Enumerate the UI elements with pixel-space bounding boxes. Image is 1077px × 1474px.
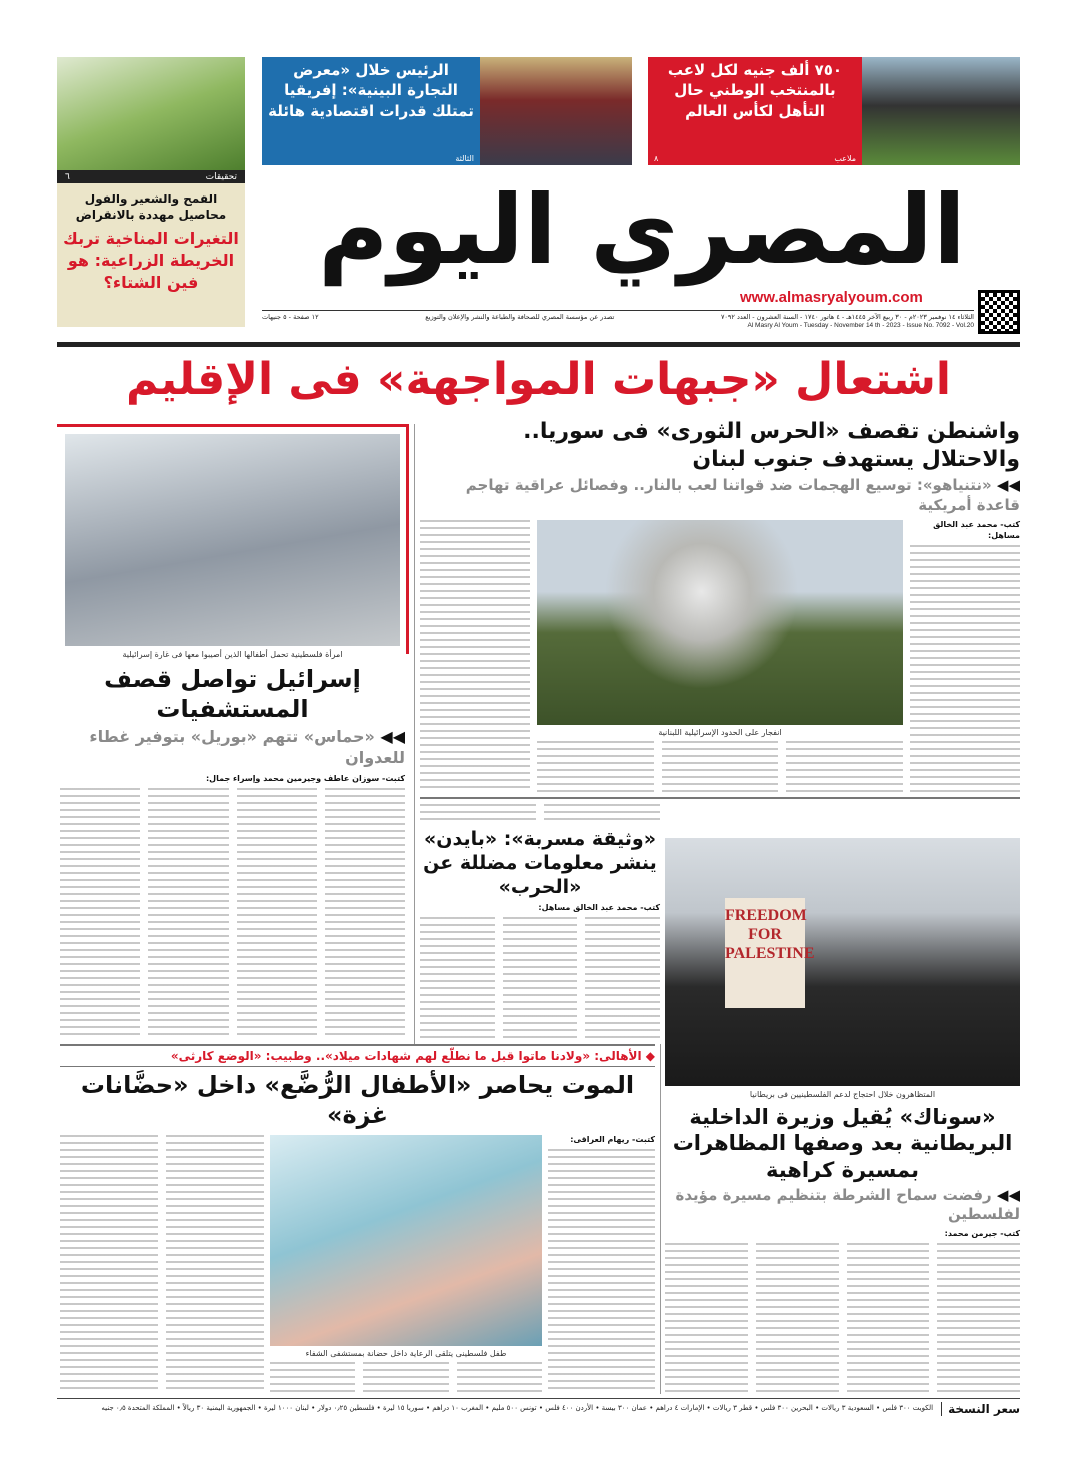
page-number: ٨ [654,154,659,163]
price-pages: ١٢ صفحة - ٥ جنيهات [262,313,319,321]
subheadline-text: رفضت سماح الشرطة بتنظيم مسيرة مؤيدة لفلسطين [675,1185,1020,1224]
article-body [548,1149,655,1392]
lebanon-story [420,418,1020,792]
byline: كتب- جيرمن محمد: [944,1228,1020,1238]
hospitals-story [60,434,405,1040]
price-list: الكويت ٣٠٠ فلس • السعودية ٣ ريالات • البحرين ٣٠٠ فلس • قطر ٣ ريالات • الإمارات ٤ دراهم • عمان ٣٠٠ بيسة • الأردن ٤٠٠ فلس • تونس ٥٠٠ مليم • المغرب ١٠ دراهم • سوريا ١٥ ليرة • فلسطين ٠٫٢٥ دولار • لبنان ١٠٠٠ ليرة • الجمهورية اليمنية ٣٠ ريالاً • المملكة المتحدة ٠٫٥ جنيه [101,1404,934,1413]
explosion-photo [537,520,903,725]
kicker-text: الأهالى: «ولادنا ماتوا قبل ما نطلّع لهم شهادات ميلاد».. وطبيب: «الوضع كارثى» [170,1049,642,1063]
price-label: سعر النسخة [941,1402,1020,1416]
trade-teaser[interactable] [262,57,632,165]
article-body-columns [665,1243,1020,1392]
website-url[interactable]: www.almasryalyoum.com [740,289,923,306]
biden-headline[interactable]: «وثيقة مسربة»: «بايدن» ينشر معلومات مضللة عن «الحرب» [423,828,657,898]
article-body-columns [60,788,405,1040]
photo-caption: المتظاهرون خلال احتجاج لدعم الفلسطينيين فى بريطانيا [749,1090,936,1099]
arrow-icon: ◀◀ [996,476,1020,494]
lebanon-headline[interactable]: واشنطن تقصف «الحرس الثورى» فى سوريا.. والاحتلال يستهدف جنوب لبنان [523,419,1020,472]
qr-code-icon [978,290,1020,334]
subheadline-text: «نتنياهو»: توسيع الهجمات ضد قواتنا لعب بالنار.. وفصائل عراقية تهاجم قاعدة أمريكية [465,476,1020,514]
arrow-icon: ◀◀ [996,1185,1020,1204]
byline: كتبت- ريهام العراقى: [570,1135,655,1145]
masthead-thick-rule [57,342,1020,347]
section-name: ملاعب [834,154,856,163]
article-body-columns [420,917,660,1040]
byline: كتبت- سوزان عاطف وجيرمين محمد وإسراء جمال: [205,773,405,783]
price-footer [57,1402,1020,1416]
sunak-story [665,1104,1020,1392]
incubator-photo [270,1135,542,1345]
hospitals-headline[interactable]: إسرائيل تواصل قصف المستشفيات [104,665,361,724]
protest-photo [665,838,1020,1086]
article-body-columns [270,1362,542,1392]
footer-rule [57,1398,1020,1399]
masthead-rule [262,310,974,311]
photo-caption: امرأة فلسطينية تحمل أطفالها الذين أصيبوا معها فى غارة إسرائيلية [122,650,343,659]
photo-caption: انفجار على الحدود الإسرائيلية اللبنانية [658,728,782,737]
sports-teaser[interactable] [648,57,1020,165]
column-divider [660,1044,661,1394]
injured-family-photo [65,434,400,646]
summit-photo [480,57,632,165]
teaser-headline: ٧٥٠ ألف جنيه لكل لاعب بالمنتخب الوطني حال التأهل لكأس العالم [667,61,843,120]
teaser-headline: الرئيس خلال «معرض التجارة البينية»: إفريقيا تمتلك قدرات اقتصادية هائلة [268,61,474,120]
article-body [910,545,1020,792]
teaser-headline: التغيرات المناخية تربك الخريطة الزراعية: هو فين الشتاء؟ [63,229,239,292]
wheat-photo [57,57,245,170]
investigations-teaser[interactable] [57,183,245,327]
incubators-headline[interactable]: الموت يحاصر «الأطفال الرُّضَّع» داخل «حضَّانات غزة» [80,1071,635,1130]
photo-caption: طفل فلسطينى يتلقى الرعاية داخل حضانة بمستشفى الشفاء [305,1348,507,1358]
section-rule [60,1044,655,1046]
dateline [262,313,974,331]
article-body [420,520,530,792]
article-body-columns [60,1135,264,1392]
trade-section-label: الثالثة [455,154,474,163]
investigations-label [57,170,245,183]
diamond-icon: ◆ [645,1049,655,1063]
article-body-columns [420,804,660,824]
article-body-columns [537,741,903,792]
sports-label [648,154,862,165]
protest-sign: FREEDOM FOR PALESTINE [725,898,805,1008]
logo: المصري اليوم [318,174,966,286]
dateline-ar: الثلاثاء ١٤ نوفمبر ٢٠٢٣م - ٣٠ ربيع الآخر ١٤٤٥هـ - ٤ هاتور ١٧٤٠ - السنة العشرون - العدد ٧٠٩٢ [720,313,974,321]
hospitals-subheadline [60,727,405,769]
arrow-icon: ◀◀ [380,727,405,747]
sunak-subheadline [665,1186,1020,1225]
column-divider [414,424,415,1044]
lebanon-subheadline [420,476,1020,515]
subheadline-text: «حماس» تتهم «بوريل» بتوفير غطاء للعدوان [89,727,405,768]
players-photo [862,57,1020,165]
page-number: ٦ [65,171,70,182]
biden-story [420,804,660,1040]
byline: كتب- محمد عبد الخالق مساهل: [933,520,1020,540]
incubators-story [60,1048,655,1392]
section-name: تحقيقات [205,171,237,182]
incubators-kicker [60,1048,655,1067]
byline: كتب- محمد عبد الخالق مساهل: [538,903,660,913]
dateline-en: Al Masry Al Youm - Tuesday - November 14 th - 2023 - Issue No. 7092 - Vol.20 [747,321,974,329]
publisher: تصدر عن مؤسسة المصري للصحافة والطباعة والنشر والإعلان والتوزيع [425,313,615,321]
section-rule [420,797,1020,799]
teaser-kicker: القمح والشعير والفول محاصيل مهددة بالانقراض [75,192,227,223]
sunak-headline[interactable]: «سوناك» يُقيل وزيرة الداخلية البريطانية بعد وصفها المظاهرات بمسيرة كراهية [672,1105,1013,1182]
main-headline: اشتعال «جبهات المواجهة» فى الإقليم [125,354,952,405]
